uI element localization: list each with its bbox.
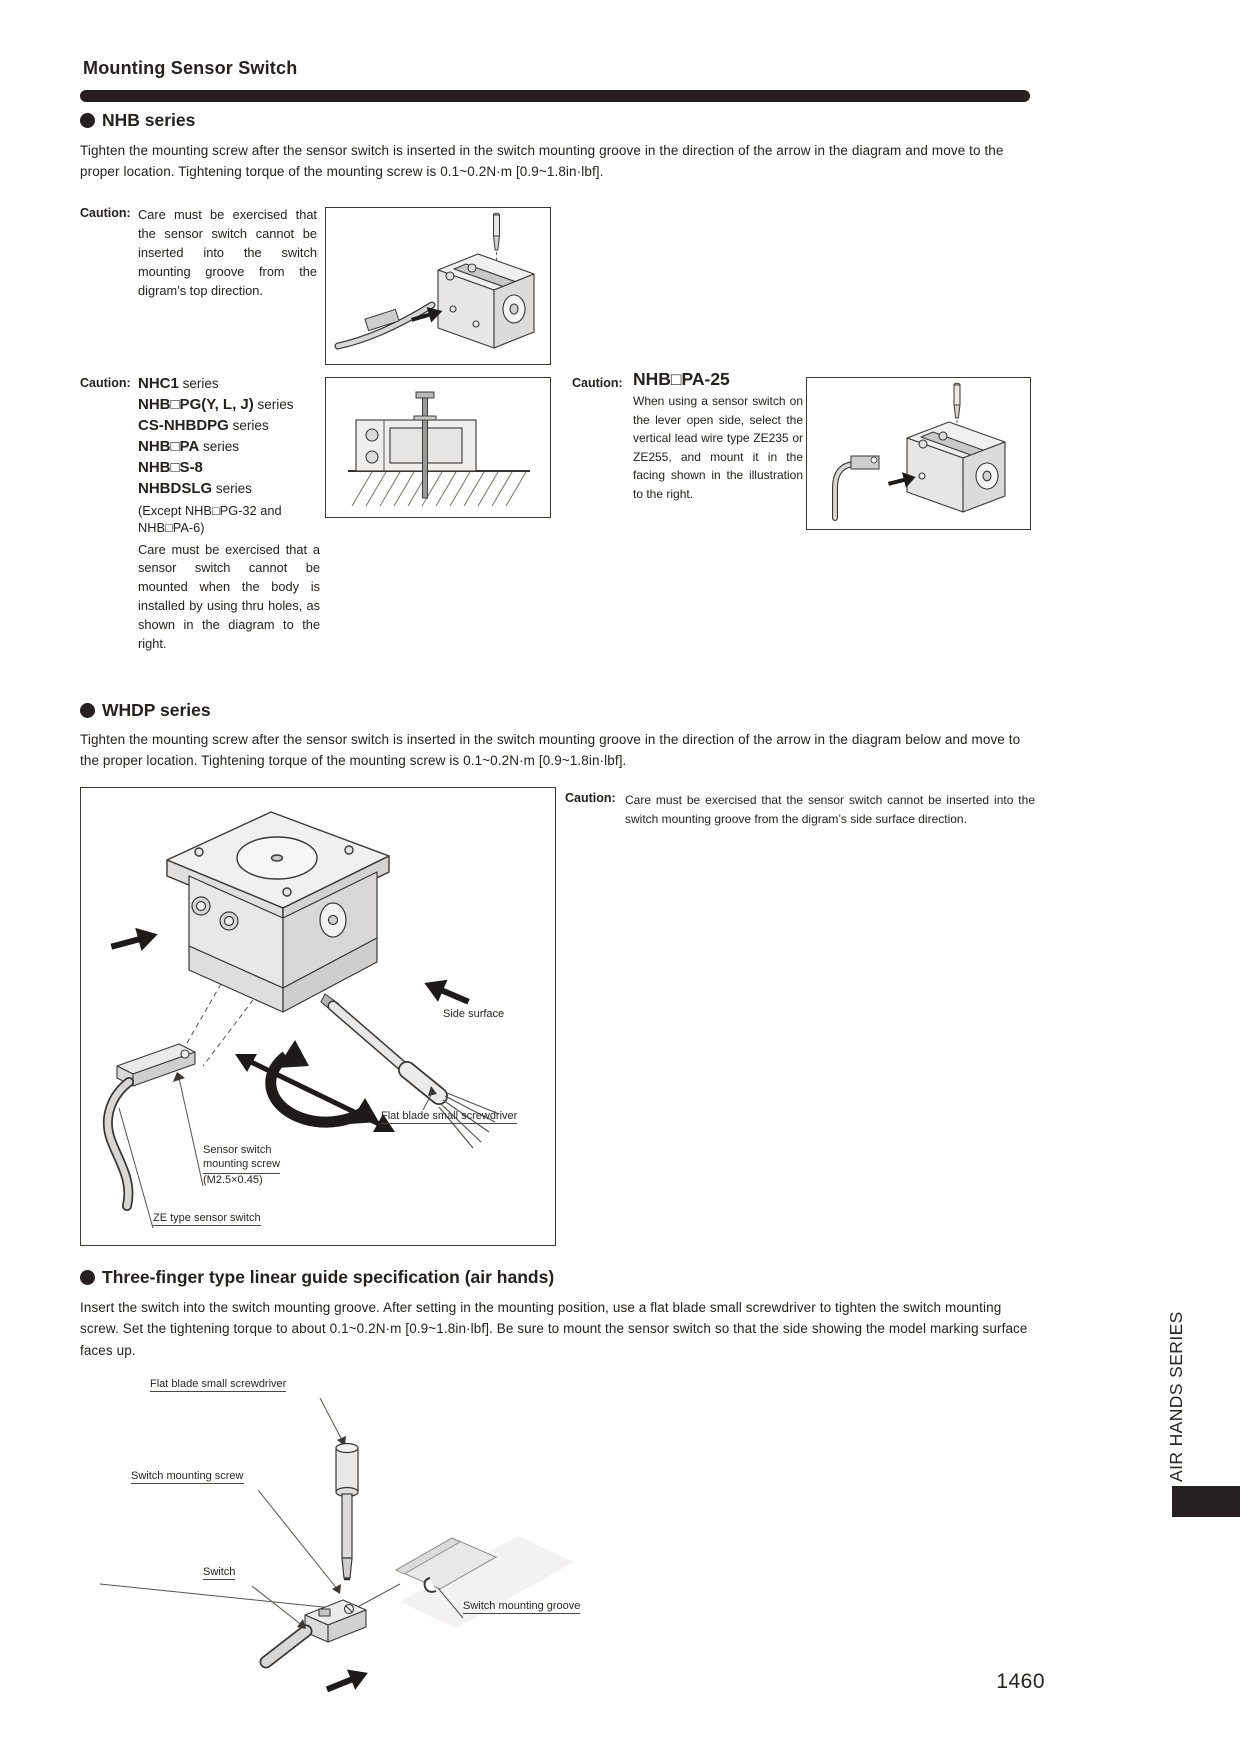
caution3-model: NHB□PA-25 <box>633 369 730 389</box>
whdp-caution-text: Care must be exercised that the sensor switch cannot be inserted into the switch mounting groove from the digram’s side surface direction. <box>625 793 1035 826</box>
nhb-top-insert-diagram <box>325 207 551 365</box>
series-list-item: NHC1 series <box>138 375 219 392</box>
section-heading-three-finger <box>80 1267 554 1288</box>
whdp-caution-label: Caution: <box>565 791 616 805</box>
caution2-label: Caution: <box>80 376 131 390</box>
series-list-item: NHBDSLG series <box>138 480 252 497</box>
page-number: 1460 <box>996 1670 1045 1693</box>
caution2-content <box>138 373 334 654</box>
section-bullet-icon <box>80 1270 95 1285</box>
nhb-top-insert-illustration <box>326 208 549 363</box>
section-heading-whdp <box>80 700 211 721</box>
nhb-thru-hole-diagram <box>325 377 551 518</box>
section-heading-nhb <box>80 110 195 131</box>
whdp-mounting-diagram <box>80 787 556 1246</box>
three-finger-mounting-illustration <box>100 1372 660 1708</box>
page-title: Mounting Sensor Switch <box>83 58 298 78</box>
mounting-screw-size-label: (M2.5×0.45) <box>203 1173 263 1186</box>
series-list-item: CS-NHBDPG series <box>138 417 269 434</box>
whdp-intro-text: Tighten the mounting screw after the sensor switch is inserted in the switch mounting groove in the direction of the arrow in the diagram below and move to the proper location. Tightening torque of the mounting screw is 0.1~0.2N·m [0.9~1.8in·lbf]. <box>80 732 1021 769</box>
flat-blade-screwdriver-label: Flat blade small screwdriver <box>381 1110 518 1122</box>
ze-sensor-switch-label: ZE type sensor switch <box>153 1212 261 1224</box>
nhb-intro-text: Tighten the mounting screw after the sensor switch is inserted in the switch mounting groove in the direction of the arrow in the diagram and move to the proper location. Tightening torque of the mounting screw is 0.1~0.2N·m [0.9~1.8in·lbf]. <box>80 143 1004 180</box>
caution3-label: Caution: <box>572 376 623 390</box>
series-list-item: NHB□S-8 <box>138 459 203 476</box>
series-list-item: NHB□PG(Y, L, J) series <box>138 396 294 413</box>
series-exception-note: (Except NHB□PG-32 and NHB□PA-6) <box>138 503 282 536</box>
nhb-pa25-diagram <box>806 377 1031 530</box>
nhb-pa25-illustration <box>807 378 1029 528</box>
sensor-switch-mounting-screw-label: Sensor switch mounting screw (M2.5×0.45) <box>203 1144 281 1186</box>
flat-blade-screwdriver-label: Flat blade small screwdriver <box>150 1378 287 1390</box>
caution1-text: Care must be exercised that the sensor switch cannot be inserted into the switch mounting groove from the digram’s top direction. <box>138 207 317 298</box>
series-list-item: NHB□PA series <box>138 438 240 455</box>
switch-label: Switch <box>203 1566 236 1578</box>
caution1-label: Caution: <box>80 206 131 220</box>
caution3-text: When using a sensor switch on the lever open side, select the vertical lead wire type ZE235 or ZE255, and mount it in the facing shown in the illustration to the right. <box>633 394 803 501</box>
side-tab-series-label: AIR HANDS SERIES <box>1166 1311 1186 1482</box>
section-bullet-icon <box>80 703 95 718</box>
three-finger-intro-text: Insert the switch into the switch mounting groove. After setting in the mounting position, use a flat blade small screwdriver to tighten the switch mounting screw. Set the tightening torque to about 0.1~0.2N·m [0.9~1.8in·lbf]. Be sure to mount the sensor switch so that the side showing the model marking surface faces up. <box>80 1300 1028 1358</box>
section-bullet-icon <box>80 113 95 128</box>
section-heading-label: WHDP series <box>102 700 211 720</box>
caution3-content <box>633 370 803 503</box>
three-finger-mounting-diagram <box>100 1372 660 1708</box>
switch-mounting-screw-label: Switch mounting screw <box>131 1470 244 1482</box>
side-surface-label: Side surface <box>443 1008 505 1020</box>
nhb-thru-hole-illustration <box>326 378 549 516</box>
side-tab-marker <box>1172 1486 1240 1517</box>
section-heading-label: NHB series <box>102 110 196 130</box>
title-rule <box>80 90 1030 102</box>
caution2-text: Care must be exercised that a sensor switch cannot be mounted when the body is installed by using thru holes, as shown in the diagram to the right. <box>138 541 320 652</box>
switch-mounting-groove-label: Switch mounting groove <box>463 1600 581 1612</box>
section-heading-label: Three-finger type linear guide specification (air hands) <box>102 1267 555 1287</box>
